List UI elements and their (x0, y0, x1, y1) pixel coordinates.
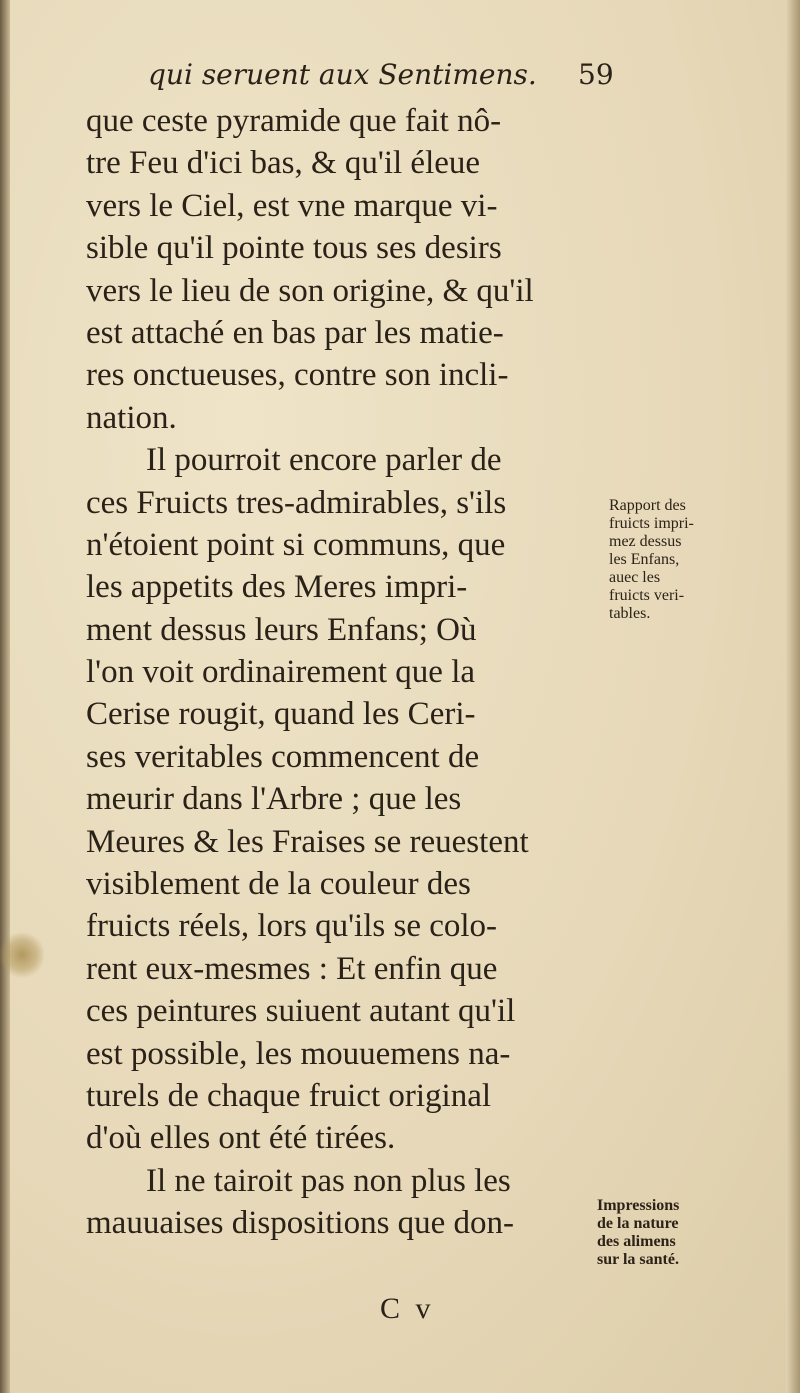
text-line: ses veritables commencent de (86, 738, 480, 775)
page-outer-edge (786, 0, 800, 1393)
margin-note-line: tables. (609, 605, 651, 622)
text-line: ces peintures suiuent autant qu'il (86, 993, 516, 1030)
margin-note-impressions (597, 1197, 747, 1269)
text-line: vers le Ciel, est vne marque vi- (86, 187, 498, 224)
text-line: d'où elles ont été tirées. (86, 1120, 396, 1157)
text-line: vers le lieu de son origine, & qu'il (86, 272, 534, 309)
text-line: l'on voit ordinairement que la (86, 654, 476, 691)
text-line: turels de chaque fruict original (86, 1077, 492, 1114)
text-line: res onctueuses, contre son incli- (86, 357, 509, 394)
margin-note-fruits (609, 497, 739, 623)
text-line: est possible, les mouuemens na- (86, 1035, 511, 1072)
margin-note-line: des alimens (597, 1233, 676, 1250)
page-number: 59 (578, 58, 614, 91)
margin-note-line: sur la santé. (597, 1251, 679, 1268)
text-line: Il ne tairoit pas non plus les (146, 1162, 511, 1199)
margin-note-line: auec les (609, 569, 661, 586)
text-line: tre Feu d'ici bas, & qu'il éleue (86, 145, 481, 182)
margin-note-line: fruicts impri- (609, 515, 694, 532)
text-line: est attaché en bas par les matie- (86, 314, 504, 351)
text-line: fruicts réels, lors qu'ils se colo- (86, 908, 498, 945)
running-title: qui seruent aux Sentimens. (148, 58, 537, 91)
margin-note-line: Rapport des (609, 497, 686, 514)
margin-note-line: fruicts veri- (609, 587, 685, 604)
text-line: ment dessus leurs Enfans; Où (86, 611, 477, 648)
text-line: nation. (86, 399, 177, 436)
page-binding-edge (0, 0, 10, 1393)
text-line: mauuaises dispositions que don- (86, 1205, 515, 1242)
text-line: rent eux-mesmes : Et enfin que (86, 950, 498, 987)
margin-note-line: Impressions (597, 1197, 680, 1214)
text-line: ces Fruicts tres-admirables, s'ils (86, 484, 507, 521)
text-line: que ceste pyramide que fait nô- (86, 103, 502, 139)
signature-mark: C v (380, 1292, 435, 1325)
margin-note-line: les Enfans, (609, 551, 680, 568)
text-line: Meures & les Fraises se reuestent (86, 823, 529, 860)
text-line: n'étoient point si communs, que (86, 526, 506, 563)
margin-note-line: de la nature (597, 1215, 679, 1232)
text-line: meurir dans l'Arbre ; que les (86, 781, 462, 818)
text-line: visiblement de la couleur des (86, 866, 471, 903)
margin-note-line: mez dessus (609, 533, 682, 550)
text-line: Cerise rougit, quand les Ceri- (86, 696, 476, 733)
text-line: sible qu'il pointe tous ses desirs (86, 230, 502, 267)
text-line: Il pourroit encore parler de (146, 442, 502, 479)
paper-stain (0, 930, 44, 980)
text-line: les appetits des Meres impri- (86, 569, 468, 606)
running-header (148, 52, 628, 98)
main-text-block (86, 100, 606, 1245)
